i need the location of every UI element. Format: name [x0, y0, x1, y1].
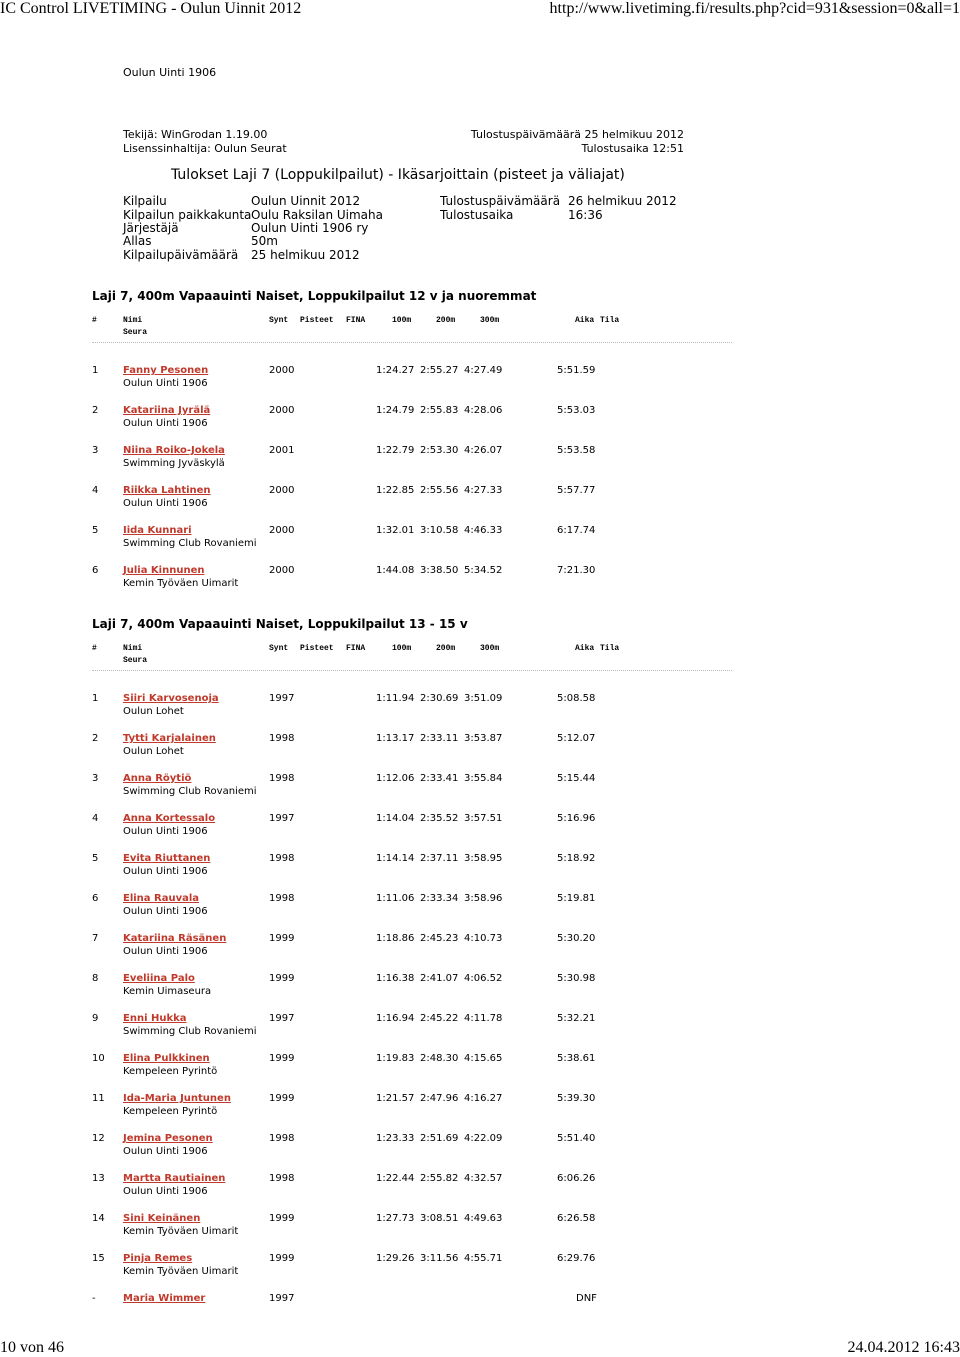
result-position: 2: [92, 733, 99, 744]
result-synt: 1998: [269, 773, 295, 784]
result-position: 6: [92, 893, 99, 904]
swimmer-name-link[interactable]: Katariina Jyrälä: [123, 405, 211, 416]
swimmer-name-link[interactable]: Jemina Pesonen: [123, 1133, 213, 1144]
split-100m: 1:16.38: [376, 973, 415, 984]
col-header-synt: Synt: [269, 316, 289, 325]
result-club: Oulun Uinti 1906: [123, 946, 208, 957]
swimmer-name-link[interactable]: Anna Röytiö: [123, 773, 192, 784]
result-time: 5:32.21: [557, 1013, 596, 1024]
swimmer-name-link[interactable]: Riikka Lahtinen: [123, 485, 211, 496]
result-position: 12: [92, 1133, 105, 1144]
split-300m: 4:16.27: [464, 1093, 503, 1104]
split-300m: 3:57.51: [464, 813, 503, 824]
allas-label: Allas: [123, 234, 152, 248]
header-separator: [92, 670, 732, 671]
swimmer-name-link[interactable]: Pinja Remes: [123, 1253, 193, 1264]
paikka-value: Oulu Raksilan Uimaha: [251, 208, 383, 222]
result-name-cell: [123, 1053, 210, 1064]
col-header-pisteet: Pisteet: [300, 644, 334, 653]
print-timestamp: 24.04.2012 16:43: [847, 1339, 960, 1356]
swimmer-name-link[interactable]: Enni Hukka: [123, 1013, 187, 1024]
result-time: 6:06.26: [557, 1173, 596, 1184]
result-position: 14: [92, 1213, 105, 1224]
split-300m: 4:28.06: [464, 405, 503, 416]
result-position: 6: [92, 565, 99, 576]
result-position: 1: [92, 693, 99, 704]
swimmer-name-link[interactable]: Julia Kinnunen: [123, 565, 205, 576]
result-name-cell: [123, 693, 219, 704]
result-synt: 1999: [269, 1053, 295, 1064]
kilpailu-value: Oulun Uinnit 2012: [251, 194, 361, 208]
print-date-line: Tulostuspäivämäärä 25 helmikuu 2012: [470, 128, 684, 141]
split-100m: 1:14.14: [376, 853, 415, 864]
result-position: 5: [92, 525, 99, 536]
result-synt: 1998: [269, 893, 295, 904]
result-position: 10: [92, 1053, 105, 1064]
result-club: Oulun Lohet: [123, 746, 184, 757]
result-position: 3: [92, 773, 99, 784]
swimmer-name-link[interactable]: Iida Kunnari: [123, 525, 192, 536]
split-200m: 2:33.41: [420, 773, 459, 784]
kpvm-label: Kilpailupäivämäärä: [123, 248, 239, 262]
result-position: 5: [92, 853, 99, 864]
swimmer-name-link[interactable]: Martta Rautiainen: [123, 1173, 226, 1184]
result-name-cell: [123, 445, 225, 456]
result-position: 15: [92, 1253, 105, 1264]
col-header-club: Seura: [123, 328, 148, 337]
split-300m: 4:06.52: [464, 973, 503, 984]
result-name-cell: [123, 485, 211, 496]
result-time: 5:30.20: [557, 933, 596, 944]
result-position: 2: [92, 405, 99, 416]
split-200m: 2:55.83: [420, 405, 459, 416]
result-name-cell: [123, 565, 204, 576]
result-synt: 1999: [269, 1093, 295, 1104]
result-time: 6:17.74: [557, 525, 596, 536]
col-header-num: #: [92, 316, 97, 325]
swimmer-name-link[interactable]: Ida-Maria Juntunen: [123, 1093, 231, 1104]
result-time: 5:15.44: [557, 773, 596, 784]
print-time-line: Tulostusaika 12:51: [581, 142, 684, 155]
result-time: 5:19.81: [557, 893, 596, 904]
result-position: -: [92, 1293, 96, 1304]
result-club: Oulun Uinti 1906: [123, 1186, 208, 1197]
result-synt: 1999: [269, 933, 295, 944]
result-synt: 1997: [269, 1293, 295, 1304]
result-club: Oulun Uinti 1906: [123, 906, 208, 917]
result-synt: 1997: [269, 693, 295, 704]
result-synt: 2000: [269, 525, 295, 536]
result-club: Oulun Uinti 1906: [123, 1146, 208, 1157]
split-200m: 2:55.82: [420, 1173, 459, 1184]
split-300m: 3:55.84: [464, 773, 503, 784]
split-300m: 3:58.96: [464, 893, 503, 904]
split-200m: 2:48.30: [420, 1053, 459, 1064]
col-header-fina: FINA: [346, 644, 366, 653]
split-200m: 2:55.27: [420, 365, 459, 376]
split-300m: 4:46.33: [464, 525, 503, 536]
result-club: Kemin Uimaseura: [123, 986, 212, 997]
browser-title: IC Control LIVETIMING - Oulun Uinnit 2012: [0, 0, 302, 17]
swimmer-name-link[interactable]: Siiri Karvosenoja: [123, 693, 219, 704]
col-header-name: Nimi: [123, 644, 143, 653]
result-club: Kemin Työväen Uimarit: [123, 578, 239, 589]
result-position: 4: [92, 813, 99, 824]
result-position: 3: [92, 445, 99, 456]
result-name-cell: [123, 813, 215, 824]
result-time: 5:51.59: [557, 365, 596, 376]
split-100m: 1:14.04: [376, 813, 415, 824]
col-header-name: Nimi: [123, 316, 143, 325]
result-club: Oulun Uinti 1906: [123, 826, 208, 837]
result-name-cell: [123, 773, 191, 784]
result-synt: 1999: [269, 1253, 295, 1264]
result-synt: 1997: [269, 813, 295, 824]
page-counter: 10 von 46: [0, 1339, 64, 1356]
result-name-cell: [123, 853, 210, 864]
col-header-aika: Aika: [575, 316, 595, 325]
allas-value: 50m: [251, 234, 278, 248]
split-100m: 1:44.08: [376, 565, 415, 576]
result-synt: 1997: [269, 1013, 295, 1024]
col-header-200m: 200m: [436, 644, 456, 653]
col-header-aika: Aika: [575, 644, 595, 653]
split-200m: 3:08.51: [420, 1213, 459, 1224]
result-time: 5:53.58: [557, 445, 596, 456]
split-300m: 4:32.57: [464, 1173, 503, 1184]
author-line: Tekijä: WinGrodan 1.19.00: [123, 128, 268, 141]
split-300m: 4:49.63: [464, 1213, 503, 1224]
split-100m: 1:11.94: [376, 693, 415, 704]
result-name-cell: [123, 973, 195, 984]
result-club: Kemin Työväen Uimarit: [123, 1266, 239, 1277]
taika-label: Tulostusaika: [440, 208, 514, 222]
result-position: 4: [92, 485, 99, 496]
split-300m: 3:53.87: [464, 733, 503, 744]
col-header-synt: Synt: [269, 644, 289, 653]
split-300m: 5:34.52: [464, 565, 503, 576]
split-100m: 1:22.79: [376, 445, 415, 456]
swimmer-name-link[interactable]: Evita Riuttanen: [123, 853, 211, 864]
split-100m: 1:21.57: [376, 1093, 415, 1104]
swimmer-name-link[interactable]: Elina Rauvala: [123, 893, 200, 904]
tpvm-value: 26 helmikuu 2012: [568, 194, 677, 208]
swimmer-name-link[interactable]: Tytti Karjalainen: [123, 733, 216, 744]
result-name-cell: [123, 1253, 192, 1264]
top-club: Oulun Uinti 1906: [123, 66, 217, 79]
result-club: Oulun Uinti 1906: [123, 498, 208, 509]
swimmer-name-link[interactable]: Katariina Räsänen: [123, 933, 227, 944]
split-300m: 4:27.49: [464, 365, 503, 376]
split-200m: 3:11.56: [420, 1253, 459, 1264]
split-100m: 1:23.33: [376, 1133, 415, 1144]
split-200m: 2:41.07: [420, 973, 459, 984]
paikka-label: Kilpailun paikkakunta: [123, 208, 252, 222]
result-name-cell: [123, 893, 199, 904]
result-synt: 1998: [269, 1173, 295, 1184]
split-200m: 3:38.50: [420, 565, 459, 576]
col-header-club: Seura: [123, 656, 148, 665]
result-name-cell: [123, 1213, 200, 1224]
result-synt: 1998: [269, 1133, 295, 1144]
result-name-cell: [123, 1293, 205, 1304]
browser-url: http://www.livetiming.fi/results.php?cid=931&session=0&all=1: [549, 0, 960, 17]
result-name-cell: [123, 405, 210, 416]
split-300m: 4:15.65: [464, 1053, 503, 1064]
result-position: 11: [92, 1093, 105, 1104]
kilpailu-label: Kilpailu: [123, 194, 167, 208]
split-200m: 2:45.22: [420, 1013, 459, 1024]
split-300m: 4:55.71: [464, 1253, 503, 1264]
section-title: Laji 7, 400m Vapaauinti Naiset, Loppukilpailut 13 - 15 v: [92, 617, 468, 631]
split-100m: 1:29.26: [376, 1253, 415, 1264]
split-100m: 1:22.44: [376, 1173, 415, 1184]
result-club: Kempeleen Pyrintö: [123, 1066, 218, 1077]
result-time: 5:18.92: [557, 853, 596, 864]
result-time: 5:57.77: [557, 485, 596, 496]
split-300m: 4:26.07: [464, 445, 503, 456]
result-name-cell: [123, 733, 216, 744]
result-position: 9: [92, 1013, 99, 1024]
result-club: Kemin Työväen Uimarit: [123, 1226, 239, 1237]
section-title: Laji 7, 400m Vapaauinti Naiset, Loppukilpailut 12 v ja nuoremmat: [92, 289, 537, 303]
split-100m: 1:24.27: [376, 365, 415, 376]
split-300m: 4:27.33: [464, 485, 503, 496]
result-club: Swimming Club Rovaniemi: [123, 1026, 257, 1037]
result-time: 5:12.07: [557, 733, 596, 744]
result-club: Oulun Uinti 1906: [123, 866, 208, 877]
result-time: 5:53.03: [557, 405, 596, 416]
split-300m: 4:10.73: [464, 933, 503, 944]
result-name-cell: [123, 1173, 225, 1184]
split-200m: 3:10.58: [420, 525, 459, 536]
split-200m: 2:45.23: [420, 933, 459, 944]
split-200m: 2:53.30: [420, 445, 459, 456]
result-time: 5:39.30: [557, 1093, 596, 1104]
result-synt: 2000: [269, 565, 295, 576]
result-time: DNF: [576, 1293, 597, 1304]
result-club: Swimming Club Rovaniemi: [123, 538, 257, 549]
result-synt: 2000: [269, 405, 295, 416]
split-200m: 2:47.96: [420, 1093, 459, 1104]
result-time: 5:38.61: [557, 1053, 596, 1064]
result-club: Oulun Lohet: [123, 706, 184, 717]
split-100m: 1:27.73: [376, 1213, 415, 1224]
split-300m: 3:58.95: [464, 853, 503, 864]
kpvm-value: 25 helmikuu 2012: [251, 248, 360, 262]
result-name-cell: [123, 1013, 187, 1024]
result-synt: 2000: [269, 365, 295, 376]
licensee-line: Lisenssinhaltija: Oulun Seurat: [123, 142, 287, 155]
jarjestaja-value: Oulun Uinti 1906 ry: [251, 221, 369, 235]
page-title: Tulokset Laji 7 (Loppukilpailut) - Ikäsarjoittain (pisteet ja väliajat): [171, 167, 625, 183]
split-300m: 3:51.09: [464, 693, 503, 704]
col-header-100m: 100m: [392, 644, 412, 653]
split-300m: 4:11.78: [464, 1013, 503, 1024]
swimmer-name-link[interactable]: Sini Keinänen: [123, 1213, 201, 1224]
swimmer-name-link[interactable]: Maria Wimmer: [123, 1293, 206, 1304]
col-header-300m: 300m: [480, 316, 500, 325]
result-synt: 1998: [269, 853, 295, 864]
swimmer-name-link[interactable]: Elina Pulkkinen: [123, 1053, 210, 1064]
swimmer-name-link[interactable]: Niina Roiko-Jokela: [123, 445, 225, 456]
split-100m: 1:24.79: [376, 405, 415, 416]
result-time: 5:08.58: [557, 693, 596, 704]
split-200m: 2:37.11: [420, 853, 459, 864]
result-position: 1: [92, 365, 99, 376]
split-200m: 2:33.11: [420, 733, 459, 744]
jarjestaja-label: Järjestäjä: [123, 221, 179, 235]
col-header-num: #: [92, 644, 97, 653]
result-name-cell: [123, 365, 208, 376]
result-name-cell: [123, 1133, 213, 1144]
result-name-cell: [123, 1093, 231, 1104]
swimmer-name-link[interactable]: Anna Kortessalo: [123, 813, 216, 824]
result-club: Kempeleen Pyrintö: [123, 1106, 218, 1117]
result-time: 5:51.40: [557, 1133, 596, 1144]
swimmer-name-link[interactable]: Fanny Pesonen: [123, 365, 209, 376]
col-header-tila: Tila: [600, 316, 620, 325]
col-header-pisteet: Pisteet: [300, 316, 334, 325]
result-club: Swimming Jyväskylä: [123, 458, 225, 469]
split-100m: 1:18.86: [376, 933, 415, 944]
result-synt: 2001: [269, 445, 295, 456]
split-200m: 2:35.52: [420, 813, 459, 824]
split-100m: 1:11.06: [376, 893, 415, 904]
split-200m: 2:30.69: [420, 693, 459, 704]
split-100m: 1:16.94: [376, 1013, 415, 1024]
result-synt: 1999: [269, 973, 295, 984]
result-time: 7:21.30: [557, 565, 596, 576]
col-header-300m: 300m: [480, 644, 500, 653]
result-time: 5:30.98: [557, 973, 596, 984]
result-position: 8: [92, 973, 99, 984]
split-100m: 1:32.01: [376, 525, 415, 536]
result-time: 5:16.96: [557, 813, 596, 824]
result-position: 13: [92, 1173, 105, 1184]
result-club: Oulun Uinti 1906: [123, 378, 208, 389]
tpvm-label: Tulostuspäivämäärä: [440, 194, 561, 208]
split-100m: 1:19.83: [376, 1053, 415, 1064]
result-name-cell: [123, 933, 226, 944]
result-time: 6:26.58: [557, 1213, 596, 1224]
split-200m: 2:55.56: [420, 485, 459, 496]
result-synt: 2000: [269, 485, 295, 496]
taika-value: 16:36: [568, 208, 603, 222]
result-name-cell: [123, 525, 192, 536]
result-club: Swimming Club Rovaniemi: [123, 786, 257, 797]
split-100m: 1:12.06: [376, 773, 415, 784]
split-200m: 2:51.69: [420, 1133, 459, 1144]
result-time: 6:29.76: [557, 1253, 596, 1264]
result-synt: 1999: [269, 1213, 295, 1224]
col-header-tila: Tila: [600, 644, 620, 653]
col-header-200m: 200m: [436, 316, 456, 325]
swimmer-name-link[interactable]: Eveliina Palo: [123, 973, 195, 984]
header-separator: [92, 342, 732, 343]
result-synt: 1998: [269, 733, 295, 744]
col-header-fina: FINA: [346, 316, 366, 325]
split-300m: 4:22.09: [464, 1133, 503, 1144]
split-200m: 2:33.34: [420, 893, 459, 904]
col-header-100m: 100m: [392, 316, 412, 325]
result-position: 7: [92, 933, 99, 944]
split-100m: 1:13.17: [376, 733, 415, 744]
split-100m: 1:22.85: [376, 485, 415, 496]
result-club: Oulun Uinti 1906: [123, 418, 208, 429]
